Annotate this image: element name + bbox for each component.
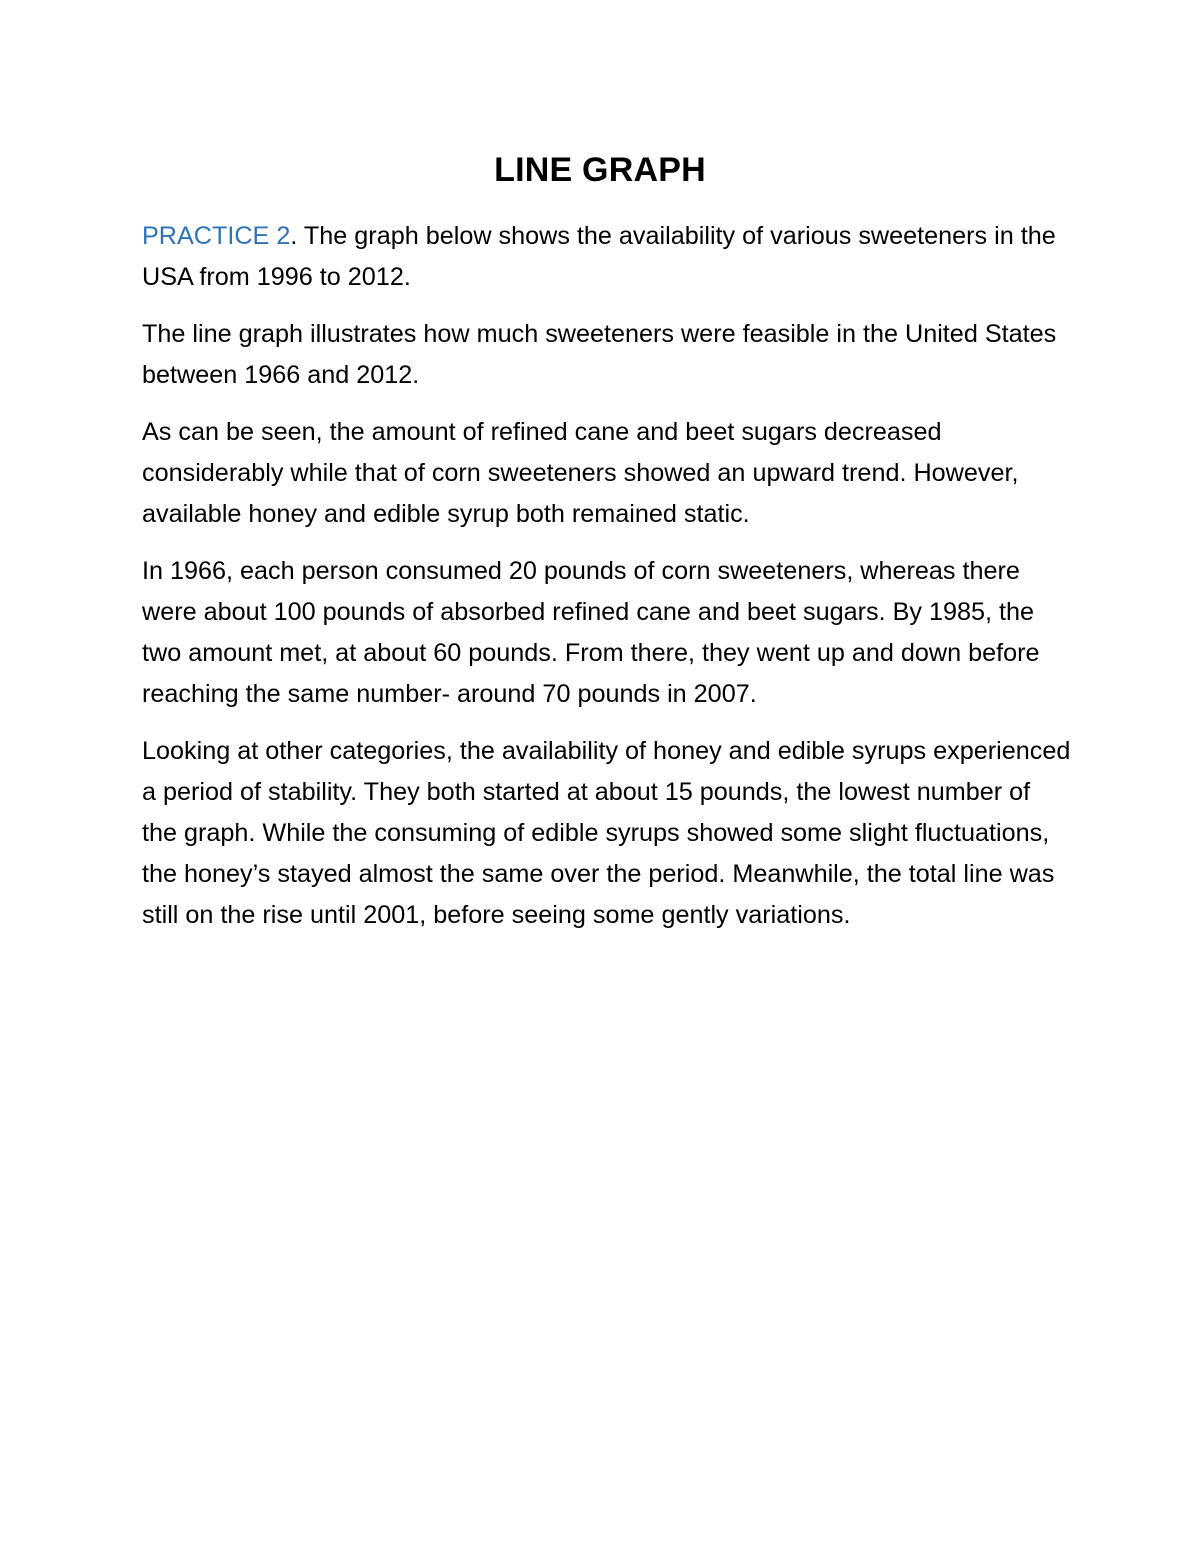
paragraph-details-sugars-corn: In 1966, each person consumed 20 pounds of corn sweeteners, whereas there were about 100 pounds of absorbed refined cane and beet sugars. By 1985, the two amount met, at about 60 pounds. From there, they went up and down before reaching the same number- around 70 pounds in 2007. [142,557,1040,708]
paragraph-overview: As can be seen, the amount of refined cane and beet sugars decreased considerably while that of corn sweeteners showed an upward trend. However, available honey and edible syrup both remained static. [142,418,1019,528]
practice-prompt [142,216,1072,298]
practice-prompt-text: . The graph below shows the availability of various sweeteners in the USA from 1996 to 2012. [142,222,1056,291]
paragraph-details-honey-syrups: Looking at other categories, the availability of honey and edible syrups experienced a period of stability. They both started at about 15 pounds, the lowest number of the graph. While the consuming of edible syrups showed some slight fluctuations, the honey’s stayed almost the same over the period. Meanwhile, the total line was still on the rise until 2001, before seeing some gently variations. [142,737,1071,929]
paragraph-introduction: The line graph illustrates how much sweeteners were feasible in the United States between 1966 and 2012. [142,320,1057,389]
page-title: LINE GRAPH [494,151,706,189]
document-body [142,216,1072,952]
practice-label: PRACTICE 2 [142,222,291,250]
